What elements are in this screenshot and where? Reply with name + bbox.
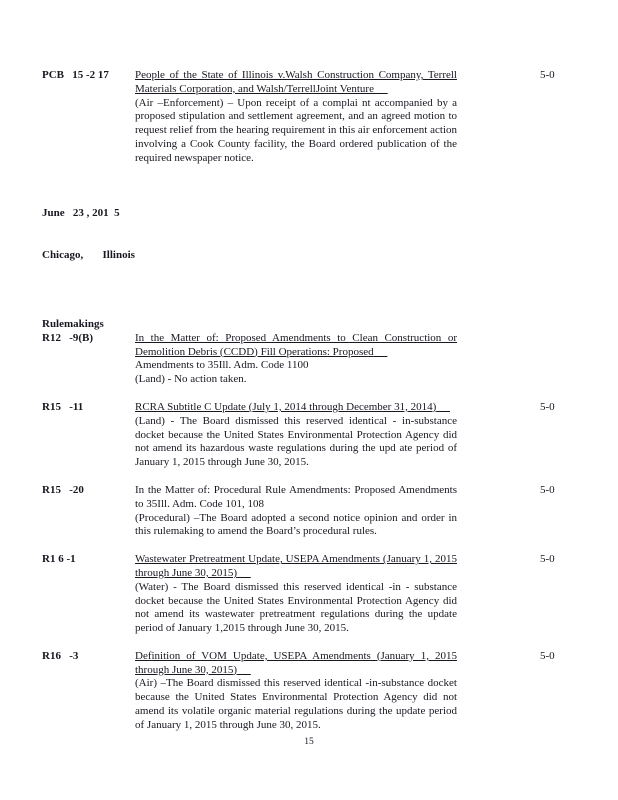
case-title-rest: In the Matter of: Procedural Rule Amendments: Proposed Amendments to 35Ill. Adm. Code 101, 108 [135, 483, 457, 510]
docket-number: R1 6 -1 [42, 553, 76, 566]
vote-count: 5-0 [540, 400, 555, 413]
case-title-underlined: Definition of VOM Update, USEPA Amendments (January 1, 2015 through June 30, 2015) [135, 649, 457, 676]
entry-text [135, 553, 457, 636]
meeting-date: June 23 , 201 5 [42, 207, 120, 220]
docket-number: PCB 15 -2 17 [42, 69, 109, 81]
docket-number: R15 -11 [42, 400, 84, 413]
docket-number: R15 -20 [42, 483, 84, 496]
page-number: 15 [304, 737, 314, 747]
rulemakings-heading: Rulemakings [42, 317, 104, 330]
docket-number: R16 -3 [42, 649, 79, 662]
board-actions-list [42, 69, 618, 166]
entry-text [135, 484, 457, 539]
docket-entry [42, 650, 618, 733]
vote-count: 5-0 [540, 649, 555, 662]
entry-text [135, 401, 457, 470]
vote-count: 5-0 [540, 69, 555, 81]
docket-entry [42, 553, 618, 636]
docket-entry [42, 69, 618, 166]
case-title-underlined: RCRA Subtitle C Update (July 1, 2014 through December 31, 2014) [135, 400, 437, 413]
case-title-rest: Amendments to 35Ill. Adm. Code 1100 [135, 359, 309, 372]
entry-description: (Land) - The Board dismissed this reserved identical - in-substance docket because the United States Environmental Protection Agency did not amend its hazardous waste regulations during the upd ate period of January 1, 2015 through June 30, 2015. [135, 414, 457, 469]
docket-entry [42, 332, 618, 387]
docket-entry [42, 401, 618, 470]
vote-count: 5-0 [540, 483, 555, 496]
meeting-location: Chicago, Illinois [42, 248, 135, 261]
vote-count: 5-0 [540, 553, 555, 566]
entry-description: (Procedural) –The Board adopted a second notice opinion and order in this rulemaking to amend the Board’s procedural rules. [135, 511, 457, 538]
entry-description: (Air –Enforcement) – Upon receipt of a complai nt accompanied by a proposed stipulation and settlement agreement, and an agreed motion to request relief from the hearing requirement in this air enforcement action involving a Cook County facility, the Board ordered publication of the required newspaper notice. [135, 96, 457, 164]
entry-description: (Land) - No action taken. [135, 373, 247, 386]
entry-text [135, 332, 457, 387]
case-title-underlined: People of the State of Illinois v.Walsh Construction Company, Terrell Materials Corporation, and Walsh/TerrellJoint Venture [135, 69, 457, 95]
case-title-underlined: In the Matter of: Proposed Amendments to Clean Construction or Demolition Debris (CCDD) Fill Operations: Proposed [135, 331, 457, 358]
entry-text [135, 69, 457, 166]
meeting-date-block [42, 180, 618, 290]
docket-entry [42, 484, 618, 539]
case-title-underlined: Wastewater Pretreatment Update, USEPA Amendments (January 1, 2015 through June 30, 2015) [135, 553, 457, 579]
entry-description: (Water) - The Board dismissed this reserved identical -in - substance docket because the United States Environmental Protection Agency did not amend its wastewater pretreatment regulations during the update period of January 1,2015 through June 30, 2015. [135, 580, 457, 635]
rulemakings-list [42, 332, 618, 733]
entry-text [135, 650, 457, 733]
entry-description: (Air) –The Board dismissed this reserved identical -in-substance docket because the United States Environmental Protection Agency did not amend its volatile organic material regulations during the update period of January 1, 2015 through June 30, 2015. [135, 677, 457, 731]
docket-number: R12 -9(B) [42, 331, 94, 344]
